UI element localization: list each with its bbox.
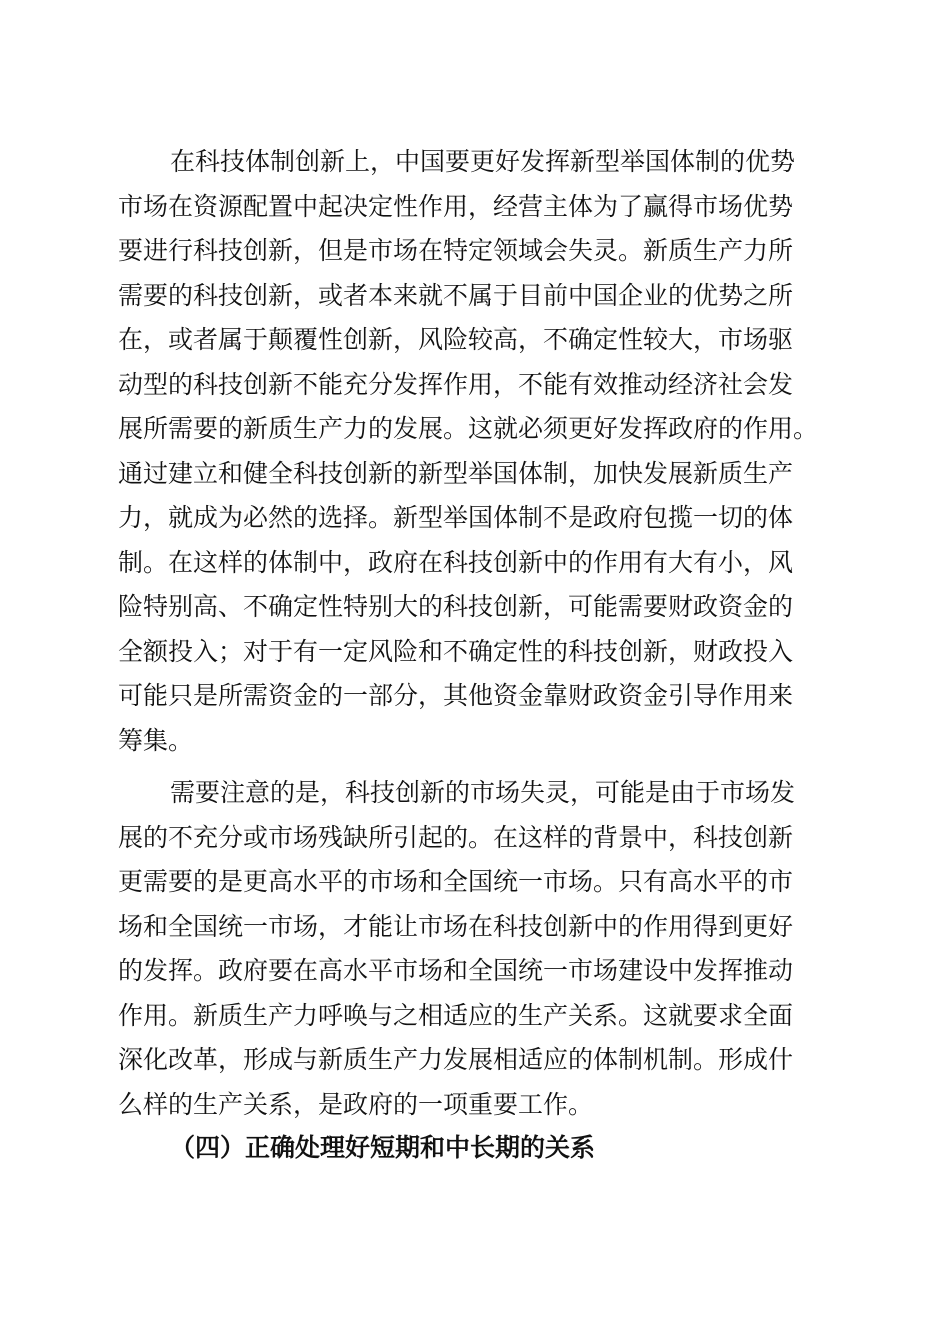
paragraph-line: 场和全国统一市场，才能让市场在科技创新中的作用得到更好 (118, 911, 794, 941)
paragraph-line: 筹集。 (118, 725, 194, 755)
paragraph-line: 在科技体制创新上，中国要更好发挥新型举国体制的优势 (170, 147, 796, 176)
paragraph-1 (118, 140, 838, 763)
paragraph-line: 险特别高、不确定性特别大的科技创新，可能需要财政资金的 (118, 592, 794, 621)
paragraph-line: 的发挥。政府要在高水平市场和全国统一市场建设中发挥推动 (118, 956, 794, 985)
paragraph-line: 通过建立和健全科技创新的新型举国体制，加快发展新质生产 (118, 458, 794, 488)
paragraph-line: 全额投入；对于有一定风险和不确定性的科技创新，财政投入 (118, 636, 794, 666)
paragraph-line: 需要的科技创新，或者本来就不属于目前中国企业的优势之所 (118, 280, 794, 310)
paragraph-line: 展的不充分或市场残缺所引起的。在这样的背景中，科技创新 (118, 822, 794, 852)
paragraph-line: 要进行科技创新，但是市场在特定领域会失灵。新质生产力所 (118, 236, 794, 265)
paragraph-line: 作用。新质生产力呼唤与之相适应的生产关系。这就要求全面 (118, 1000, 794, 1030)
paragraph-line: 力，就成为必然的选择。新型举国体制不是政府包揽一切的体 (118, 503, 794, 532)
paragraph-line: 需要注意的是，科技创新的市场失灵，可能是由于市场发 (170, 778, 796, 807)
paragraph-line: 可能只是所需资金的一部分，其他资金靠财政资金引导作用来 (118, 681, 794, 710)
paragraph-line: 市场在资源配置中起决定性作用，经营主体为了赢得市场优势 (118, 191, 794, 221)
paragraph-line: 深化改革，形成与新质生产力发展相适应的体制机制。形成什 (118, 1045, 794, 1074)
paragraph-line: 制。在这样的体制中，政府在科技创新中的作用有大有小，风 (118, 547, 794, 577)
paragraph-line: 动型的科技创新不能充分发挥作用，不能有效推动经济社会发 (118, 369, 794, 399)
paragraph-2 (118, 771, 838, 1127)
paragraph-line: 展所需要的新质生产力的发展。这就必须更好发挥政府的作用。 (118, 414, 819, 443)
paragraph-line: 么样的生产关系，是政府的一项重要工作。 (118, 1089, 594, 1119)
paragraph-line: 在，或者属于颠覆性创新，风险较高，不确定性较大，市场驱 (118, 325, 794, 354)
section-heading: （四）正确处理好短期和中长期的关系 (170, 1133, 596, 1162)
paragraph-line: 更需要的是更高水平的市场和全国统一市场。只有高水平的市 (118, 867, 794, 896)
